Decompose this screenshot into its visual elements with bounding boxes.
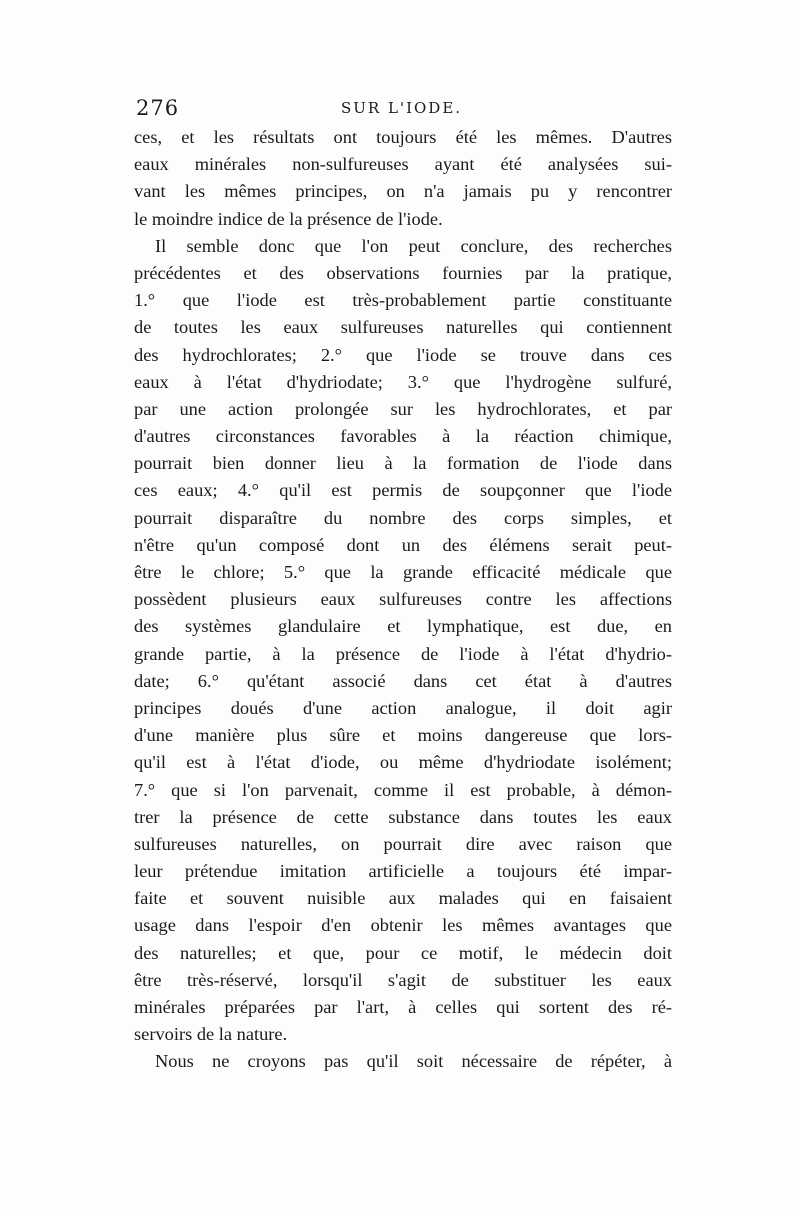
text-line: qu'il est à l'état d'iode, ou même d'hydriodate isolément; — [134, 752, 672, 773]
text-line: date; 6.° qu'étant associé dans cet état à d'autres — [134, 670, 672, 691]
text-line: grande partie, à la présence de l'iode à l'état d'hydrio- — [134, 643, 672, 664]
text-line: vant les mêmes principes, on n'a jamais pu y rencontrer — [134, 181, 672, 202]
text-line: de toutes les eaux sulfureuses naturelles qui contiennent — [134, 317, 672, 338]
text-line: être très-réservé, lorsqu'il s'agit de substituer les eaux — [134, 969, 672, 990]
text-line: 7.° que si l'on parvenait, comme il est probable, à démon- — [134, 779, 672, 800]
text-line: le moindre indice de la présence de l'iode. — [134, 208, 443, 229]
text-line: par une action prolongée sur les hydrochlorates, et par — [134, 398, 672, 419]
text-line: Nous ne croyons pas qu'il soit nécessaire de répéter, à — [155, 1051, 672, 1072]
text-line: des hydrochlorates; 2.° que l'iode se trouve dans ces — [134, 344, 672, 365]
running-head: SUR L'IODE. — [341, 99, 463, 117]
text-line: Il semble donc que l'on peut conclure, des recherches — [155, 235, 672, 256]
text-line: précédentes et des observations fournies par la pratique, — [134, 262, 672, 283]
body-text — [134, 124, 672, 1076]
text-line: possèdent plusieurs eaux sulfureuses contre les affections — [134, 589, 672, 610]
text-line: ces eaux; 4.° qu'il est permis de soupçonner que l'iode — [134, 480, 672, 501]
text-line: d'une manière plus sûre et moins dangereuse que lors- — [134, 725, 672, 746]
text-line: pourrait disparaître du nombre des corps simples, et — [134, 507, 672, 528]
text-line: des systèmes glandulaire et lymphatique, est due, en — [134, 616, 672, 637]
text-line: principes doués d'une action analogue, il doit agir — [134, 697, 672, 718]
text-line: d'autres circonstances favorables à la réaction chimique, — [134, 426, 672, 447]
text-line: leur prétendue imitation artificielle a toujours été impar- — [134, 861, 672, 882]
text-line: ces, et les résultats ont toujours été les mêmes. D'autres — [134, 127, 672, 147]
page-header — [136, 96, 672, 124]
text-line: minérales préparées par l'art, à celles qui sortent des ré- — [134, 997, 672, 1017]
text-line: sulfureuses naturelles, on pourrait dire avec raison que — [134, 833, 672, 854]
text-line: servoirs de la nature. — [134, 1024, 288, 1045]
text-line: eaux à l'état d'hydriodate; 3.° que l'hydrogène sulfuré, — [134, 371, 672, 392]
text-line: des naturelles; et que, pour ce motif, le médecin doit — [134, 942, 672, 963]
text-line: pourrait bien donner lieu à la formation de l'iode dans — [134, 453, 672, 474]
text-line: n'être qu'un composé dont un des élémens serait peut- — [134, 534, 672, 555]
page-number: 276 — [136, 96, 180, 120]
text-line: usage dans l'espoir d'en obtenir les mêmes avantages que — [134, 915, 672, 936]
text-line: trer la présence de cette substance dans toutes les eaux — [134, 806, 672, 827]
text-line: 1.° que l'iode est très-probablement partie constituante — [134, 290, 672, 311]
text-line: faite et souvent nuisible aux malades qui en faisaient — [134, 888, 672, 909]
text-line: être le chlore; 5.° que la grande efficacité médicale que — [134, 562, 672, 582]
text-line: eaux minérales non-sulfureuses ayant été analysées sui- — [134, 154, 672, 175]
